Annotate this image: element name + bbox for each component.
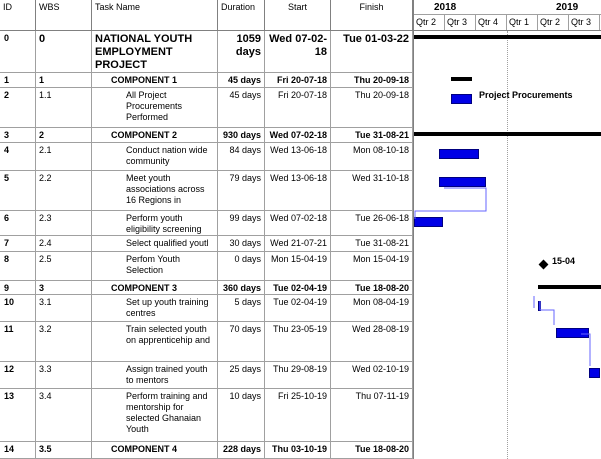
task-id: 3 bbox=[0, 128, 36, 142]
task-wbs: 3.3 bbox=[36, 362, 92, 388]
task-start: Wed 07-02-18 bbox=[265, 211, 331, 235]
task-start: Thu 03-10-19 bbox=[265, 442, 331, 458]
task-name[interactable]: Perform youth eligibility screening bbox=[92, 211, 218, 235]
header-label: Duration bbox=[221, 2, 256, 12]
task-start: Thu 29-08-19 bbox=[265, 362, 331, 388]
header-label: Start bbox=[287, 2, 307, 12]
task-id: 14 bbox=[0, 442, 36, 458]
task-wbs: 3 bbox=[36, 281, 92, 294]
column-header-finish[interactable] bbox=[331, 0, 413, 31]
column-header-id[interactable] bbox=[0, 0, 36, 31]
task-bar[interactable] bbox=[451, 94, 472, 104]
task-name[interactable]: Meet youth associations across 16 Regions in bbox=[92, 171, 218, 210]
task-id: 12 bbox=[0, 362, 36, 388]
task-wbs: 0 bbox=[36, 31, 92, 72]
dependency-link bbox=[581, 334, 590, 366]
task-duration: 360 days bbox=[218, 281, 265, 294]
header-label: Finish bbox=[359, 2, 384, 12]
task-start: Tue 02-04-19 bbox=[265, 281, 331, 294]
task-wbs: 1 bbox=[36, 73, 92, 87]
task-start: Fri 20-07-18 bbox=[265, 73, 331, 87]
quarter-label: Qtr 1 bbox=[507, 15, 538, 30]
task-finish: Tue 31-08-21 bbox=[331, 128, 413, 142]
milestone-diamond[interactable] bbox=[538, 260, 548, 270]
task-wbs: 3.5 bbox=[36, 442, 92, 458]
task-start: Thu 23-05-19 bbox=[265, 322, 331, 361]
dependency-link bbox=[540, 301, 554, 325]
table-row[interactable] bbox=[0, 211, 413, 236]
year-label: 2019 bbox=[556, 2, 579, 13]
table-row[interactable] bbox=[0, 281, 413, 295]
task-finish: Wed 28-08-19 bbox=[331, 322, 413, 361]
task-start: Wed 07-02-18 bbox=[265, 31, 331, 72]
summary-bar[interactable] bbox=[414, 35, 601, 39]
task-name[interactable]: Set up youth training centres bbox=[92, 295, 218, 321]
task-duration: 99 days bbox=[218, 211, 265, 235]
task-start: Wed 13-06-18 bbox=[265, 143, 331, 170]
task-start: Wed 13-06-18 bbox=[265, 171, 331, 210]
task-finish: Tue 01-03-22 bbox=[331, 31, 413, 72]
column-header-task-name[interactable] bbox=[92, 0, 218, 31]
task-start: Mon 15-04-19 bbox=[265, 252, 331, 280]
quarter-label: Qtr 3 bbox=[445, 15, 476, 30]
column-header-wbs[interactable] bbox=[36, 0, 92, 31]
task-wbs: 2.2 bbox=[36, 171, 92, 210]
table-row[interactable] bbox=[0, 88, 413, 128]
table-row[interactable] bbox=[0, 236, 413, 252]
task-wbs: 1.1 bbox=[36, 88, 92, 127]
task-duration: 70 days bbox=[218, 322, 265, 361]
milestone-label: 15-04 bbox=[552, 256, 576, 266]
task-wbs: 2.3 bbox=[36, 211, 92, 235]
task-id: 5 bbox=[0, 171, 36, 210]
task-duration: 30 days bbox=[218, 236, 265, 251]
task-finish: Tue 18-08-20 bbox=[331, 442, 413, 458]
task-duration: 45 days bbox=[218, 73, 265, 87]
task-duration: 45 days bbox=[218, 88, 265, 127]
table-row[interactable] bbox=[0, 442, 413, 459]
table-row[interactable] bbox=[0, 322, 413, 362]
table-row[interactable] bbox=[0, 252, 413, 281]
task-duration: 10 days bbox=[218, 389, 265, 441]
task-finish: Thu 20-09-18 bbox=[331, 73, 413, 87]
task-duration: 0 days bbox=[218, 252, 265, 280]
quarter-label: Qtr 4 bbox=[476, 15, 507, 30]
task-name[interactable]: Perfom Youth Selection bbox=[92, 252, 218, 280]
task-finish: Tue 18-08-20 bbox=[331, 281, 413, 294]
task-name[interactable]: COMPONENT 1 bbox=[92, 73, 218, 87]
bar-label-procurement: Project Procurements bbox=[479, 90, 573, 100]
task-bar[interactable] bbox=[439, 149, 479, 159]
task-wbs: 2.1 bbox=[36, 143, 92, 170]
gantt-chart bbox=[413, 0, 601, 459]
task-name[interactable]: Assign trained youth to mentors bbox=[92, 362, 218, 388]
task-start: Wed 21-07-21 bbox=[265, 236, 331, 251]
table-row[interactable] bbox=[0, 143, 413, 171]
task-id: 0 bbox=[0, 31, 36, 72]
task-name[interactable]: Perform training and mentorship for selected Ghanaian Youth bbox=[92, 389, 218, 441]
task-name[interactable]: Select qualified youtl bbox=[92, 236, 218, 251]
table-row[interactable] bbox=[0, 31, 413, 73]
task-wbs: 2 bbox=[36, 128, 92, 142]
task-name[interactable]: COMPONENT 4 bbox=[92, 442, 218, 458]
task-wbs: 3.1 bbox=[36, 295, 92, 321]
task-duration: 1059 days bbox=[218, 31, 265, 72]
year-label: 2018 bbox=[434, 2, 457, 13]
task-bar[interactable] bbox=[439, 177, 487, 187]
task-bar[interactable] bbox=[589, 368, 601, 378]
task-id: 7 bbox=[0, 236, 36, 251]
task-start: Wed 07-02-18 bbox=[265, 128, 331, 142]
header-label: ID bbox=[3, 2, 12, 12]
task-finish: Mon 15-04-19 bbox=[331, 252, 413, 280]
header-label: WBS bbox=[39, 2, 60, 12]
quarter-label: Qtr 2 bbox=[414, 15, 445, 30]
task-duration: 5 days bbox=[218, 295, 265, 321]
task-finish: Mon 08-10-18 bbox=[331, 143, 413, 170]
task-name[interactable]: COMPONENT 2 bbox=[92, 128, 218, 142]
task-wbs: 3.2 bbox=[36, 322, 92, 361]
task-finish: Tue 31-08-21 bbox=[331, 236, 413, 251]
task-name[interactable]: All Project Procurements Performed bbox=[92, 88, 218, 127]
task-wbs: 2.5 bbox=[36, 252, 92, 280]
task-start: Fri 20-07-18 bbox=[265, 88, 331, 127]
task-id: 11 bbox=[0, 322, 36, 361]
task-name[interactable]: Conduct nation wide community bbox=[92, 143, 218, 170]
task-finish: Thu 20-09-18 bbox=[331, 88, 413, 127]
table-row[interactable] bbox=[0, 128, 413, 143]
quarter-label: Qtr 3 bbox=[569, 15, 600, 30]
task-id: 4 bbox=[0, 143, 36, 170]
task-duration: 228 days bbox=[218, 442, 265, 458]
task-id: 9 bbox=[0, 281, 36, 294]
task-start: Tue 02-04-19 bbox=[265, 295, 331, 321]
task-finish: Wed 31-10-18 bbox=[331, 171, 413, 210]
task-name[interactable]: COMPONENT 3 bbox=[92, 281, 218, 294]
header-label: Task Name bbox=[95, 2, 141, 12]
task-duration: 25 days bbox=[218, 362, 265, 388]
table-row[interactable] bbox=[0, 389, 413, 442]
task-bar[interactable] bbox=[414, 217, 443, 227]
task-name[interactable]: Train selected youth on apprenticehip and bbox=[92, 322, 218, 361]
task-wbs: 2.4 bbox=[36, 236, 92, 251]
task-id: 6 bbox=[0, 211, 36, 235]
summary-bar[interactable] bbox=[538, 285, 601, 289]
summary-bar[interactable] bbox=[451, 77, 472, 81]
task-start: Fri 25-10-19 bbox=[265, 389, 331, 441]
task-id: 1 bbox=[0, 73, 36, 87]
task-finish: Mon 08-04-19 bbox=[331, 295, 413, 321]
task-wbs: 3.4 bbox=[36, 389, 92, 441]
task-id: 8 bbox=[0, 252, 36, 280]
task-bar[interactable] bbox=[556, 328, 589, 338]
column-header-duration[interactable] bbox=[218, 0, 265, 31]
table-row[interactable] bbox=[0, 295, 413, 322]
task-bar[interactable] bbox=[538, 301, 541, 311]
task-id: 13 bbox=[0, 389, 36, 441]
dependency-link bbox=[415, 188, 486, 219]
task-finish: Wed 02-10-19 bbox=[331, 362, 413, 388]
task-finish: Thu 07-11-19 bbox=[331, 389, 413, 441]
summary-bar[interactable] bbox=[414, 132, 601, 136]
task-duration: 84 days bbox=[218, 143, 265, 170]
table-row[interactable] bbox=[0, 73, 413, 88]
table-row[interactable] bbox=[0, 362, 413, 389]
task-duration: 930 days bbox=[218, 128, 265, 142]
task-duration: 79 days bbox=[218, 171, 265, 210]
task-id: 2 bbox=[0, 88, 36, 127]
task-id: 10 bbox=[0, 295, 36, 321]
task-finish: Tue 26-06-18 bbox=[331, 211, 413, 235]
quarter-label: Qtr 2 bbox=[538, 15, 569, 30]
column-header-start[interactable] bbox=[265, 0, 331, 31]
table-row[interactable] bbox=[0, 171, 413, 211]
task-name[interactable]: NATIONAL YOUTH EMPLOYMENT PROJECT bbox=[92, 31, 218, 72]
